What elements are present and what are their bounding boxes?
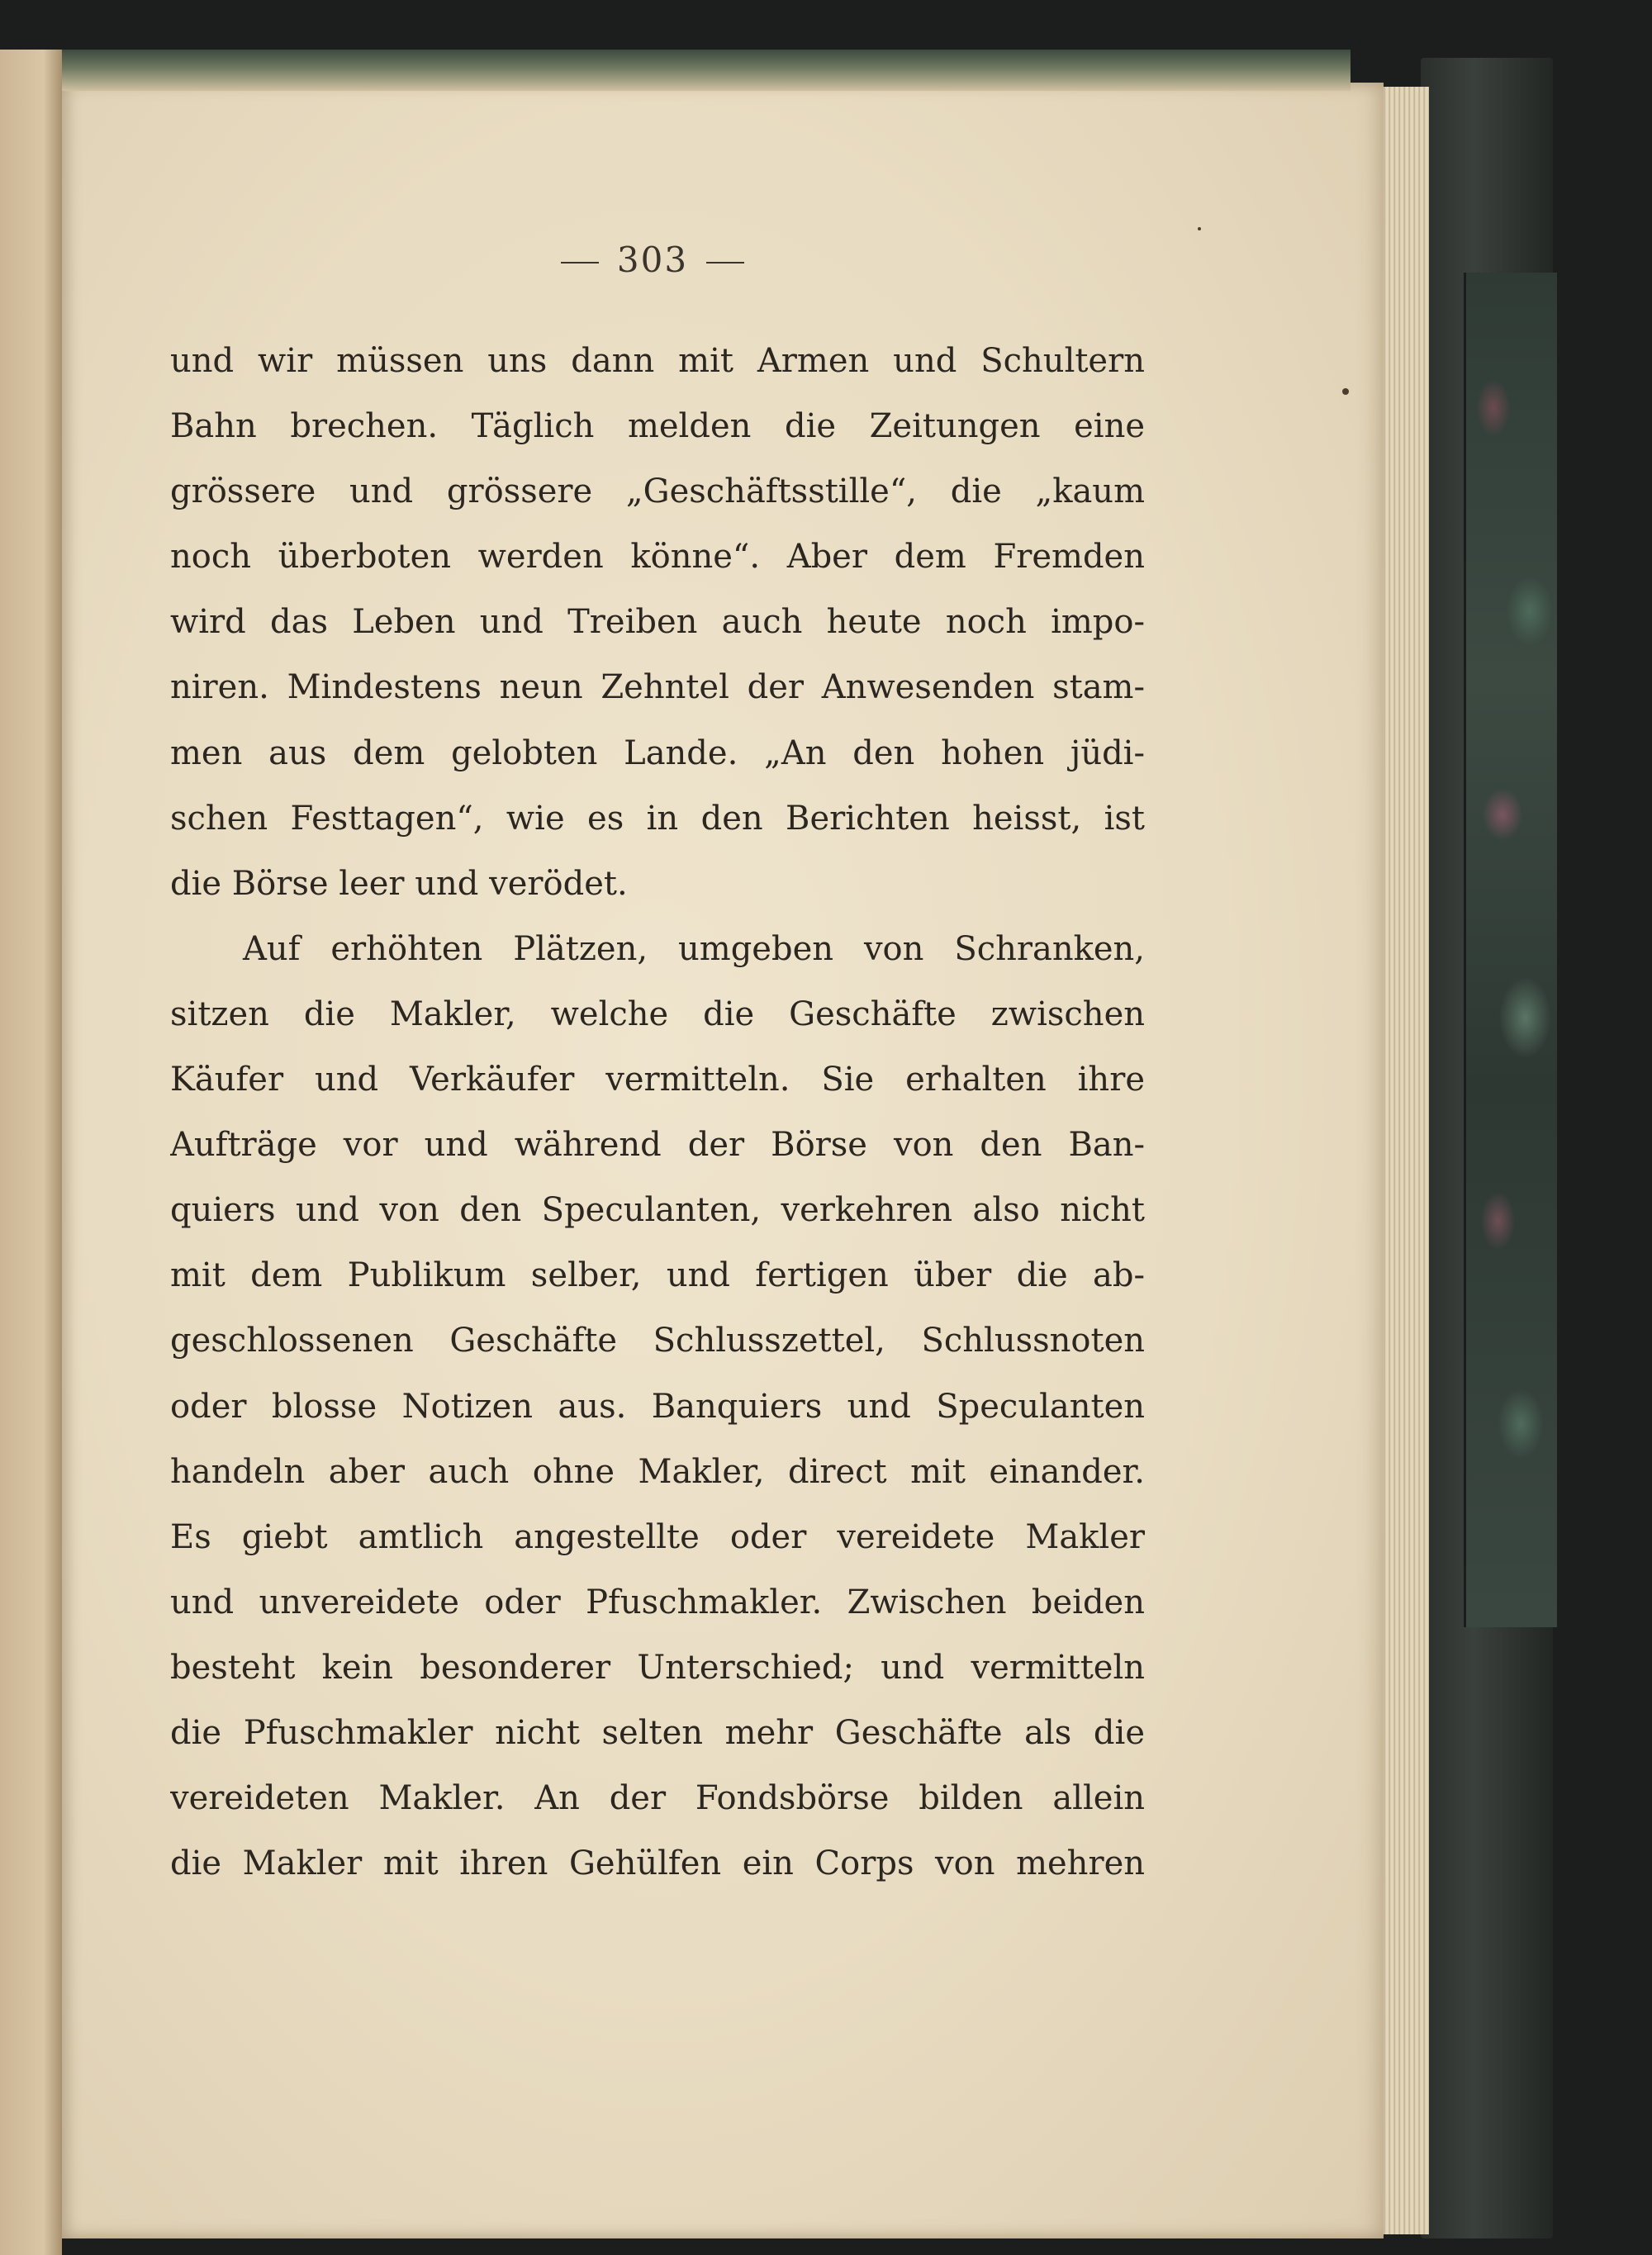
- text-line: handeln aber auch ohne Makler, direct mit einander.: [170, 1452, 1145, 1491]
- text-line: men aus dem gelobten Lande. „An den hohen jüdi-: [170, 733, 1145, 772]
- text-line: Bahn brechen. Täglich melden die Zeitungen eine: [170, 407, 1145, 446]
- page-number-dash-left: [561, 262, 599, 263]
- text-line: grössere und grössere „Geschäftsstille“, die „kaum: [170, 472, 1145, 511]
- text-line: vereideten Makler. An der Fondsbörse bilden allein: [170, 1779, 1145, 1818]
- text-line: Es giebt amtlich angestellte oder vereidete Makler: [170, 1517, 1145, 1556]
- text-line: und wir müssen uns dann mit Armen und Schultern: [170, 342, 1145, 380]
- paper-speck: [1198, 227, 1201, 230]
- text-line: mit dem Publikum selber, und fertigen über die ab-: [170, 1256, 1145, 1295]
- left-page-edge: [0, 50, 62, 2255]
- body-text: [170, 329, 1145, 1897]
- text-line: besteht kein besonderer Unterschied; und vermitteln: [170, 1648, 1145, 1687]
- text-line: die Pfuschmakler nicht selten mehr Geschäfte als die: [170, 1713, 1145, 1752]
- text-line: quiers und von den Speculanten, verkehren also nicht: [170, 1191, 1145, 1230]
- text-line: Käufer und Verkäufer vermitteln. Sie erhalten ihre: [170, 1061, 1145, 1099]
- marbled-endpaper: [1464, 273, 1557, 1627]
- text-line: die Börse leer und verödet.: [170, 864, 628, 903]
- page-number: [529, 240, 776, 280]
- text-line: und unvereidete oder Pfuschmakler. Zwischen beiden: [170, 1583, 1145, 1621]
- text-line: die Makler mit ihren Gehülfen ein Corps von mehren: [170, 1844, 1145, 1883]
- text-line: Auf erhöhten Plätzen, umgeben von Schranken,: [243, 929, 1145, 968]
- text-line: schen Festtagen“, wie es in den Berichten heisst, ist: [170, 799, 1145, 838]
- top-binding-strip: [62, 50, 1351, 91]
- text-line: geschlossenen Geschäfte Schlusszettel, Schlussnoten: [170, 1322, 1145, 1360]
- text-line: noch überboten werden könne“. Aber dem Fremden: [170, 538, 1145, 577]
- text-line: niren. Mindestens neun Zehntel der Anwesenden stam-: [170, 668, 1145, 707]
- text-line: wird das Leben und Treiben auch heute noch impo-: [170, 603, 1145, 642]
- text-line: Aufträge vor und während der Börse von den Ban-: [170, 1126, 1145, 1165]
- paper-speck: [1342, 388, 1349, 395]
- text-line: oder blosse Notizen aus. Banquiers und Speculanten: [170, 1387, 1145, 1426]
- page-number-value: 303: [616, 240, 689, 280]
- page-number-dash-right: [706, 262, 744, 263]
- text-line: sitzen die Makler, welche die Geschäfte zwischen: [170, 995, 1145, 1033]
